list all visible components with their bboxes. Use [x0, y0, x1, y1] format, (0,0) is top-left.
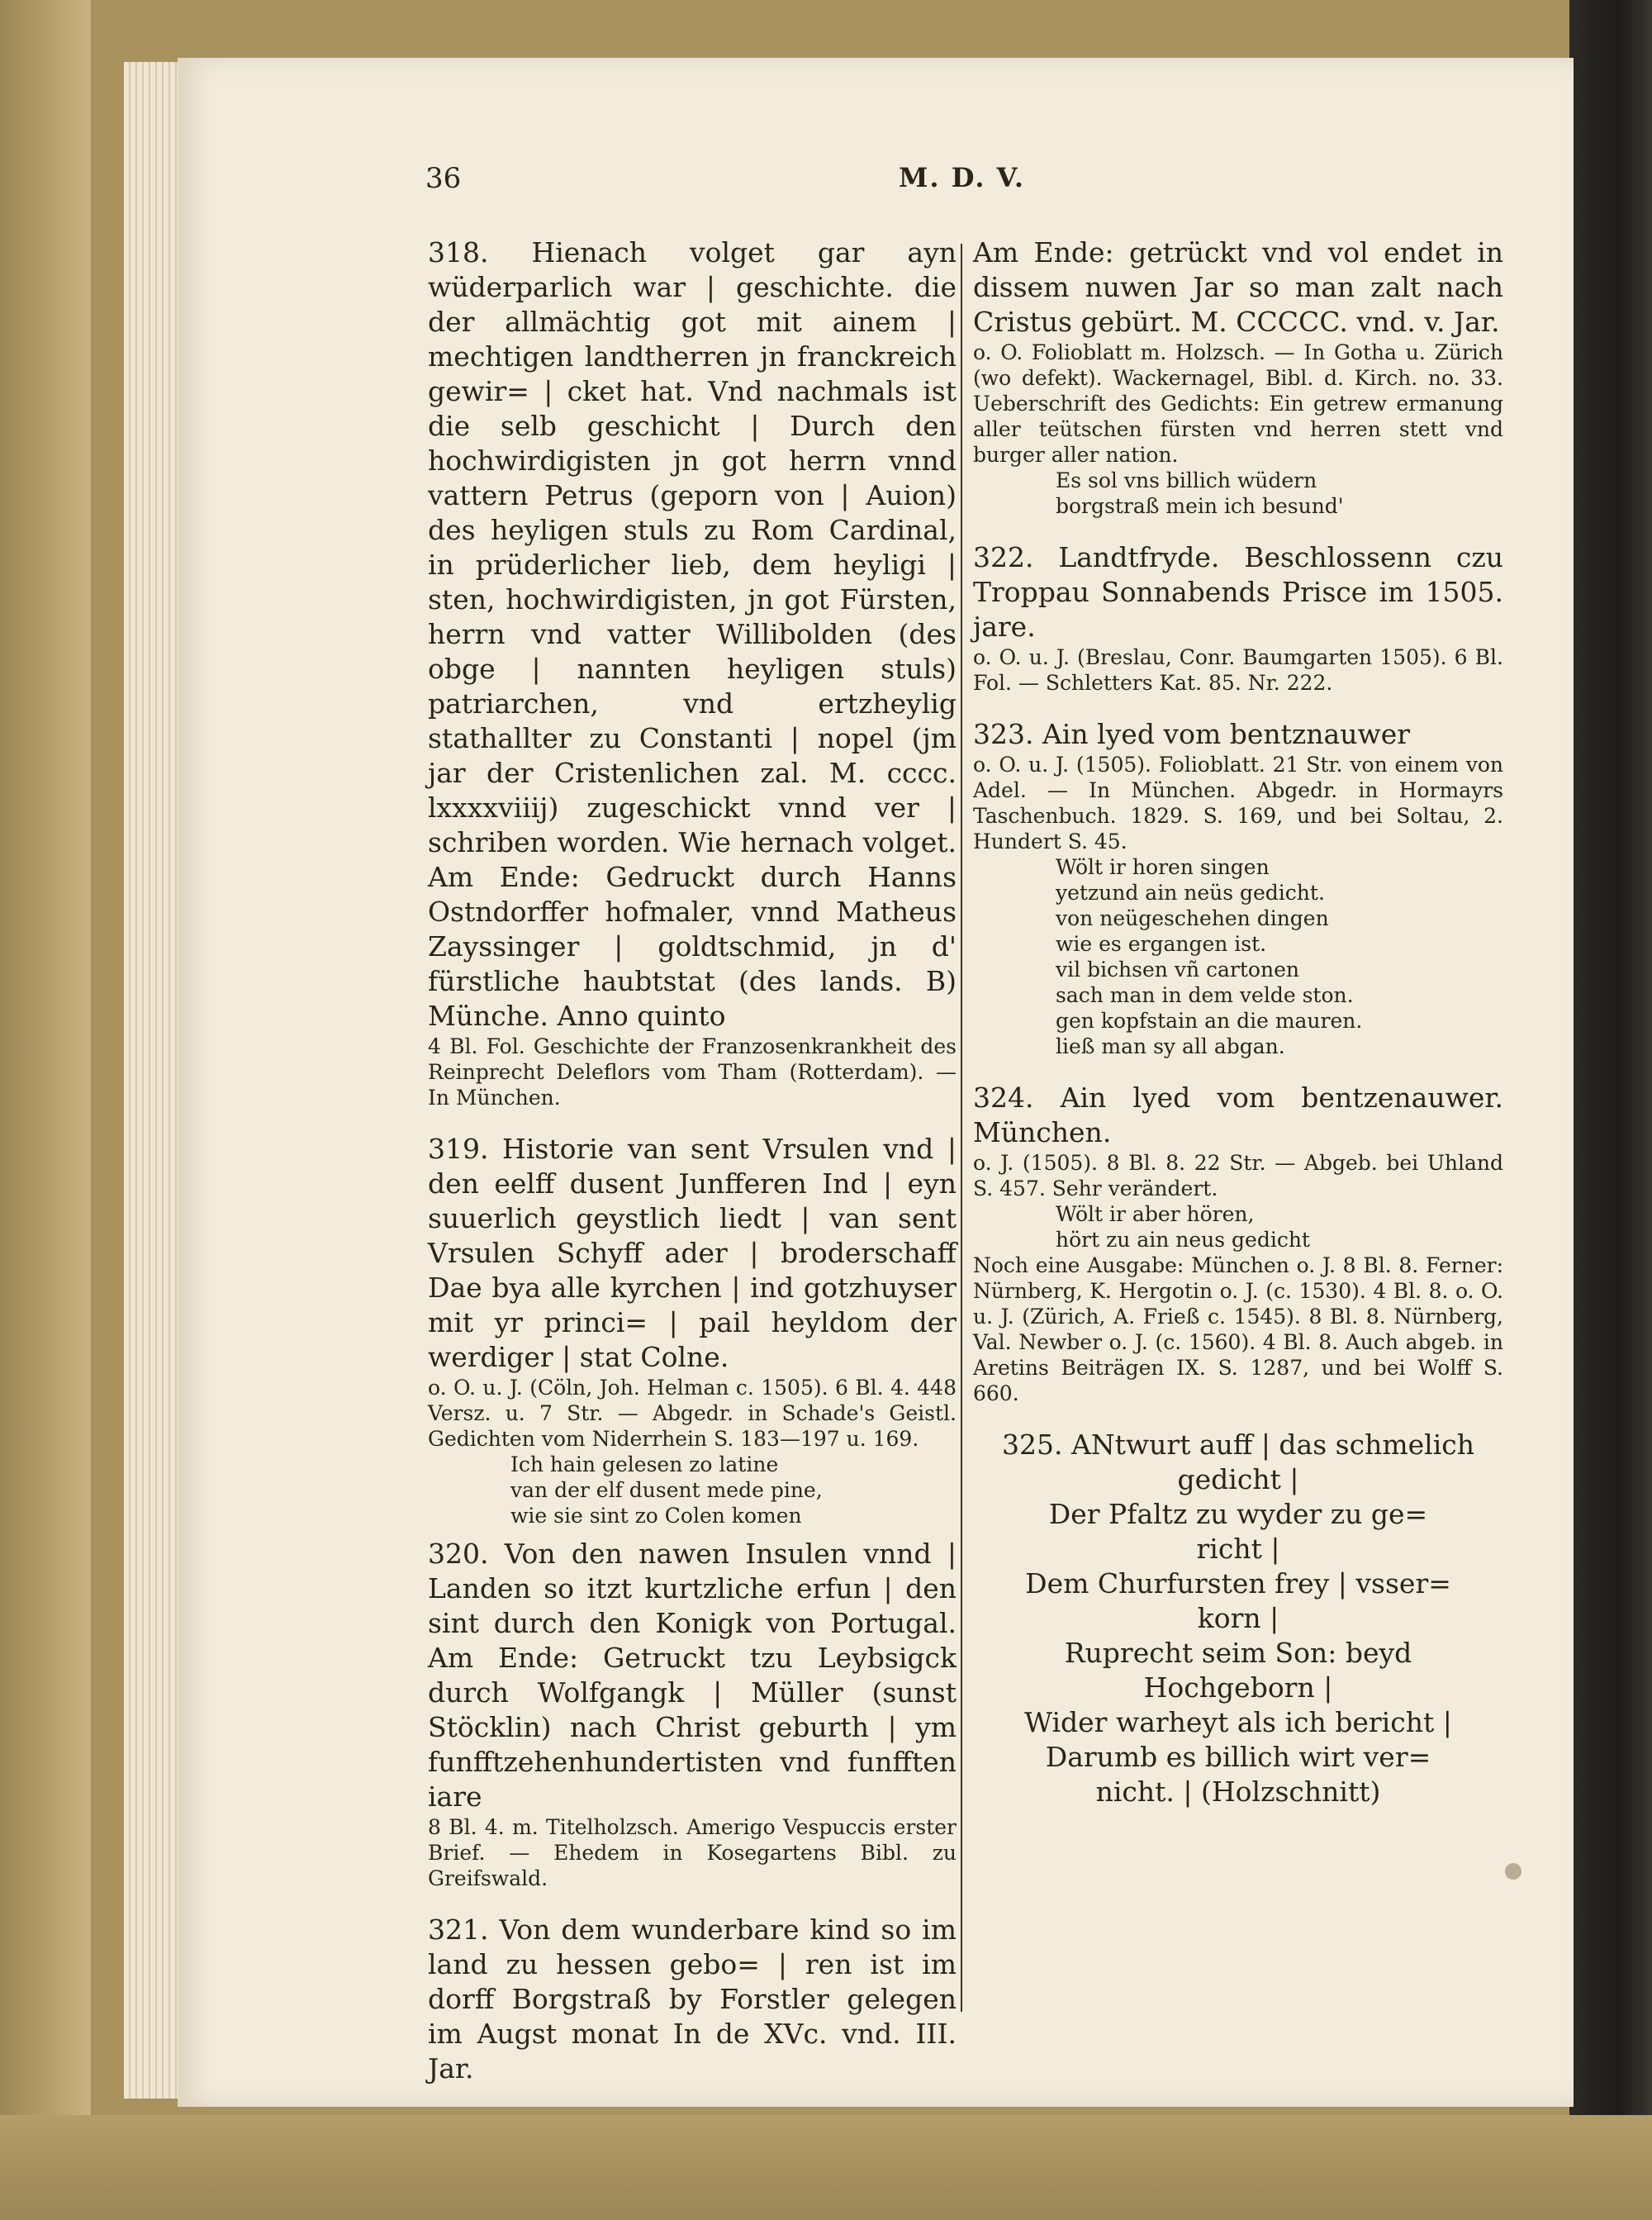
book-cover-left	[0, 0, 91, 2220]
page-number: 36	[425, 162, 462, 195]
book-cover-bottom	[0, 2115, 1652, 2220]
entry-324-text: 324. Ain lyed vom bentzenauwer. München.	[973, 1081, 1503, 1148]
entry-324-note: o. J. (1505). 8 Bl. 8. 22 Str. — Abgeb. bei Uhland S. 457. Sehr verändert.	[973, 1151, 1503, 1200]
entry-321-continued: Am Ende: getrückt vnd vol endet in dissem nuwen Jar so man zalt nach Cristus gebürt. M. CCCCC. vnd. v. Jar.	[973, 236, 1503, 338]
entry-323-note: o. O. u. J. (1505). Folioblatt. 21 Str. von einem von Adel. — In München. Abgedr. in Hormayrs Taschenbuch. 1829. S. 169, und bei Soltau, 2. Hundert S. 45.	[973, 753, 1503, 853]
entry-322-note: o. O. u. J. (Breslau, Conr. Baumgarten 1505). 6 Bl. Fol. — Schletters Kat. 85. Nr. 222.	[973, 645, 1503, 695]
entry-323-verse: Wölt ir horen singen yetzund ain neüs gedicht. von neügeschehen dingen wie es ergangen ist. vil bichsen vñ cartonen sach man in dem velde ston. gen kopfstain an die mauren. ließ man sy all abgan.	[1056, 855, 1363, 1058]
column-divider	[961, 244, 962, 2012]
running-head: M. D. V.	[899, 162, 1025, 193]
entry-325-title: 325. ANtwurt auff | das schmelich gedicht | Der Pfaltz zu wyder zu ge= richt | Dem Churfursten frey | vsser= korn | Ruprecht seim Son: beyd Hochgeborn | Wider warheyt als ich bericht | Darumb es billich wirt ver= nicht. | (Holzschnitt)	[1002, 1429, 1474, 1808]
entry-321-note: o. O. Folioblatt m. Holzsch. — In Gotha u. Zürich (wo defekt). Wackernagel, Bibl. d. Kirch. no. 33. Ueberschrift des Gedichts: Ein getrew ermanung aller teütschen fürsten vnd herren stett vnd burger aller nation.	[973, 340, 1503, 467]
left-column	[428, 235, 957, 2086]
entry-320-note: 8 Bl. 4. m. Titelholzsch. Amerigo Vespuccis erster Brief. — Ehedem in Kosegartens Bibl. zu Greifswald.	[428, 1815, 957, 1890]
entry-321-verse: Es sol vns billich wüdern borgstraß mein ich besund'	[1056, 468, 1344, 518]
entry-323-text: 323. Ain lyed vom bentznauwer	[973, 718, 1411, 750]
entry-318-note: 4 Bl. Fol. Geschichte der Franzosenkrankheit des Reinprecht Deleflors vom Tham (Rotterdam). — In München.	[428, 1034, 957, 1110]
entry-319-note: o. O. u. J. (Cöln, Joh. Helman c. 1505). 6 Bl. 4. 448 Versz. u. 7 Str. — Abgedr. in Schade's Geistl. Gedichten vom Niderrhein S. 183—197 u. 169.	[428, 1376, 957, 1451]
entry-321-text: 321. Von dem wunderbare kind so im land zu hessen gebo= | ren ist im dorff Borgstraß by Forstler gelegen im Augst monat In de XVc. vnd. III. Jar.	[428, 1913, 957, 2085]
entry-322-text: 322. Landtfryde. Beschlossenn czu Troppau Sonnabends Prisce im 1505. jare.	[973, 541, 1503, 643]
entry-318-text: 318. Hienach volget gar ayn wüderparlich war | geschichte. die der allmächtig got mit ainem | mechtigen landtherren jn franckreich gewir= | cket hat. Vnd nachmals ist die selb geschicht | Durch den hochwirdigisten jn got herrn vnnd vattern Petrus (geporn von | Auion) des heyligen stuls zu Rom Cardinal, in prüderlicher lieb, dem heyligi | sten, hochwirdigisten, jn got Fürsten, herrn vnd vatter Willibolden (des obge | nannten heyligen stuls) patriarchen, vnd ertzheylig stathallter zu Constanti | nopel (jm jar der Cristenlichen zal. M. cccc. lxxxxviiij) zugeschickt vnnd ver | schriben worden. Wie hernach volget. Am Ende: Gedruckt durch Hanns Ostndorffer hofmaler, vnnd Matheus Zayssinger | goldtschmid, jn d' fürstliche haubtstat (des lands. B) Münche. Anno quinto	[428, 236, 957, 1032]
entry-324-verse: Wölt ir aber hören, hört zu ain neus gedicht	[1056, 1202, 1310, 1252]
book-cover-right	[1569, 0, 1652, 2220]
right-column	[973, 235, 1503, 1809]
entry-324-note-editions: Noch eine Ausgabe: München o. J. 8 Bl. 8. Ferner: Nürnberg, K. Hergotin o. J. (c. 1530). 4 Bl. 8. o. O. u. J. (Zürich, A. Frieß c. 1545). 8 Bl. 8. Nürnberg, Val. Newber o. J. (c. 1560). 4 Bl. 8. Auch abgeb. in Aretins Beiträgen IX. S. 1287, und bei Wolff S. 660.	[973, 1253, 1503, 1405]
entry-319-text: 319. Historie van sent Vrsulen vnd | den eelff dusent Junfferen Ind | eyn suuerlich geystlich liedt | van sent Vrsulen Schyff ader | broderschaff Dae bya alle kyrchen | ind gotzhuyser mit yr princi= | pail heyldom der werdiger | stat Colne.	[428, 1133, 957, 1373]
entry-320-text: 320. Von den nawen Insulen vnnd | Landen so itzt kurtzliche erfun | den sint durch den Konigk von Portugal. Am Ende: Getruckt tzu Leybsigck durch Wolfgangk | Müller (sunst Stöcklin) nach Christ geburth | ym funfftzehenhundertisten vnd funfften iare	[428, 1538, 957, 1813]
entry-319-verse: Ich hain gelesen zo latine van der elf dusent mede pine, wie sie sint zo Colen komen	[510, 1452, 823, 1528]
ink-smudge	[1505, 1863, 1521, 1880]
